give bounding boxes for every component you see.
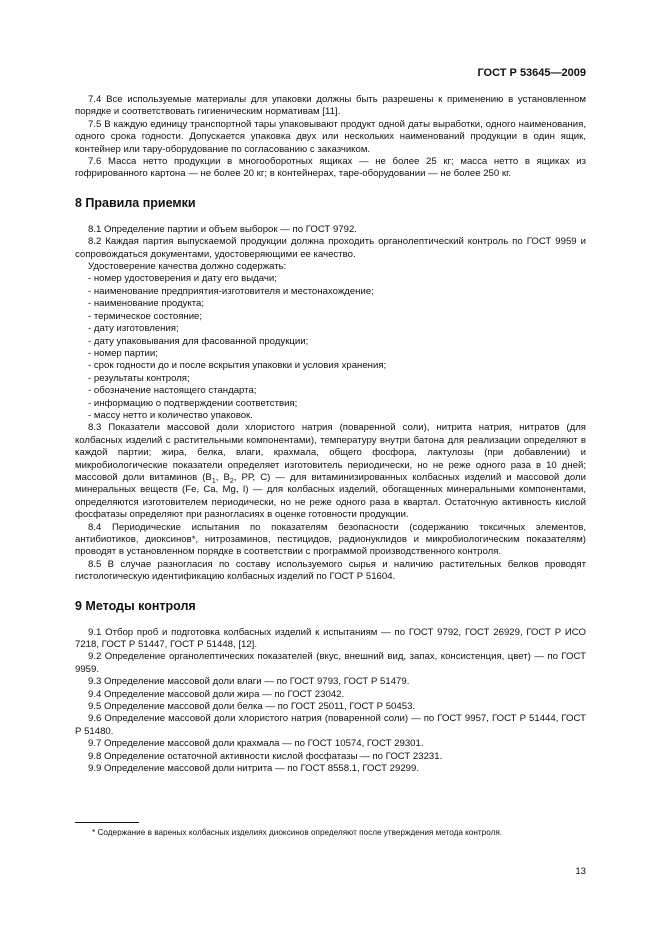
list-item: - термическое состояние; — [88, 310, 203, 322]
list-item: - наименование предприятия-изготовителя и местонахождение; — [88, 285, 374, 297]
section-9-heading: 9 Методы контроля — [75, 598, 196, 613]
paragraph-9-5: 9.5 Определение массовой доли белка — по ГОСТ 25011, ГОСТ Р 50453. — [88, 701, 416, 713]
paragraph-9-7: 9.7 Определение массовой доли крахмала — по ГОСТ 10574, ГОСТ 29301. — [88, 738, 424, 750]
footnote: * Содержание в вареных колбасных изделиях диоксинов определяют после утверждения метода контроля. — [92, 828, 503, 837]
paragraph-8-3-part-a: 8.3 Показатели массовой доли хлористого натрия (поваренной соли), нитрита натрия, нитратов (для колбасных изделий с растительными компонентами), температуру внутри батона для реализации определяют в каждой партии; жира, белка, влаги, крахмала, общего фосфора, лактулозы (при добавлении) и микробиологические показатели определяет изготовитель периодически, но не реже одного раза в 10 дней; массовой доли витаминов (В — [75, 422, 586, 483]
page-number: 13 — [575, 866, 586, 877]
subscript-2: 2 — [229, 477, 234, 485]
paragraph-9-3: 9.3 Определение массовой доли влаги — по ГОСТ 9793, ГОСТ Р 51479. — [88, 676, 410, 688]
paragraph-9-9: 9.9 Определение массовой доли нитрита — по ГОСТ 8558.1, ГОСТ 29299. — [88, 763, 420, 775]
paragraph-8-3-part-b: , В — [215, 471, 230, 483]
section-8-heading: 8 Правила приемки — [75, 195, 196, 210]
list-item: - номер партии; — [88, 347, 158, 359]
footnote-divider — [75, 822, 139, 823]
document-header: ГОСТ Р 53645—2009 — [477, 67, 586, 79]
paragraph-9-2: 9.2 Определение органолептических показателей (вкус, внешний вид, запах, консистенция, цвет) — по ГОСТ 9959. — [75, 651, 586, 675]
paragraph-9-1: 9.1 Отбор проб и подготовка колбасных изделий к испытаниям — по ГОСТ 9792, ГОСТ 26929, ГОСТ Р ИСО 7218, ГОСТ Р 51447, ГОСТ Р 51448, [12]. — [75, 626, 586, 651]
paragraph-8-5: 8.5 В случае разногласия по составу используемого сырья и наличию растительных белков проводят гистологическую идентификацию колбасных изделий по ГОСТ Р 51604. — [75, 558, 586, 583]
paragraph-7-5: 7.5 В каждую единицу транспортной тары упаковывают продукт одной даты выработки, одного наименования, одного срока годности. Допускается упаковка двух или нескольких наименований продукции в один ящик, контейнер или тару-оборудование по согласованию с заказчиком. — [75, 118, 586, 155]
quality-certificate-list — [75, 273, 586, 422]
paragraph-8-1: 8.1 Определение партии и объем выборок — по ГОСТ 9792. — [88, 223, 357, 235]
paragraph-7-4: 7.4 Все используемые материалы для упаковки должны быть разрешены к применению в установленном порядке и соответствовать гигиеническим нормативам [11]. — [75, 94, 586, 118]
subscript-1: 1 — [211, 477, 216, 485]
list-item: - номер удостоверения и дату его выдачи; — [88, 273, 277, 285]
page-body — [75, 94, 586, 776]
list-item: - срок годности до и после вскрытия упаковки и условия хранения; — [88, 360, 387, 372]
list-item: - дату изготовления; — [88, 323, 179, 335]
list-item: - обозначение настоящего стандарта; — [88, 385, 257, 397]
paragraph-8-3-part-c: , РР, С) — для витаминизированных колбасных изделий и массовой доли минеральных веществ (Fe, Ca, Mg, I) — для колбасных изделий, обогащенных минеральными компонентами, определяются изготовителем периодически, но не реже одного раза в квартал. Остаточную активность кислой фосфатазы определяют при разногласиях в оценке готовности продукции. — [75, 471, 587, 521]
paragraph-8-4: 8.4 Периодические испытания по показателям безопасности (содержанию токсичных элементов, антибиотиков, диоксинов*, нитрозаминов, пестицидов, радионуклидов и микробиологическим показателям) проводят в установленном порядке в соответствии с программой производственного контроля. — [75, 521, 586, 558]
quality-certificate-intro: Удостоверение качества должно содержать: — [88, 261, 287, 273]
list-item: - наименование продукта; — [88, 298, 205, 310]
list-item: - дату упаковывания для фасованной продукции; — [88, 335, 309, 347]
paragraph-8-3 — [75, 422, 586, 521]
list-item: - результаты контроля; — [88, 372, 190, 384]
paragraph-9-4: 9.4 Определение массовой доли жира — по ГОСТ 23042. — [88, 688, 345, 700]
list-item: - информацию о подтверждении соответствия; — [88, 397, 298, 409]
paragraph-7-6: 7.6 Масса нетто продукции в многооборотных ящиках — не более 25 кг; масса нетто в ящиках из гофрированного картона — не более 20 кг; в контейнерах, таре-оборудовании — не более 250 кг. — [75, 156, 586, 180]
paragraph-9-8: 9.8 Определение остаточной активности кислой фосфатазы — по ГОСТ 23231. — [88, 750, 443, 762]
paragraph-8-2: 8.2 Каждая партия выпускаемой продукции должна проходить органолептический контроль по ГОСТ 9959 и сопровождаться документами, удостоверяющими ее качество. — [75, 236, 586, 260]
paragraph-9-6: 9.6 Определение массовой доли хлористого натрия (поваренной соли) — по ГОСТ 9957, ГОСТ Р 51444, ГОСТ Р 51480. — [75, 713, 586, 737]
list-item: - массу нетто и количество упаковок. — [88, 409, 253, 421]
